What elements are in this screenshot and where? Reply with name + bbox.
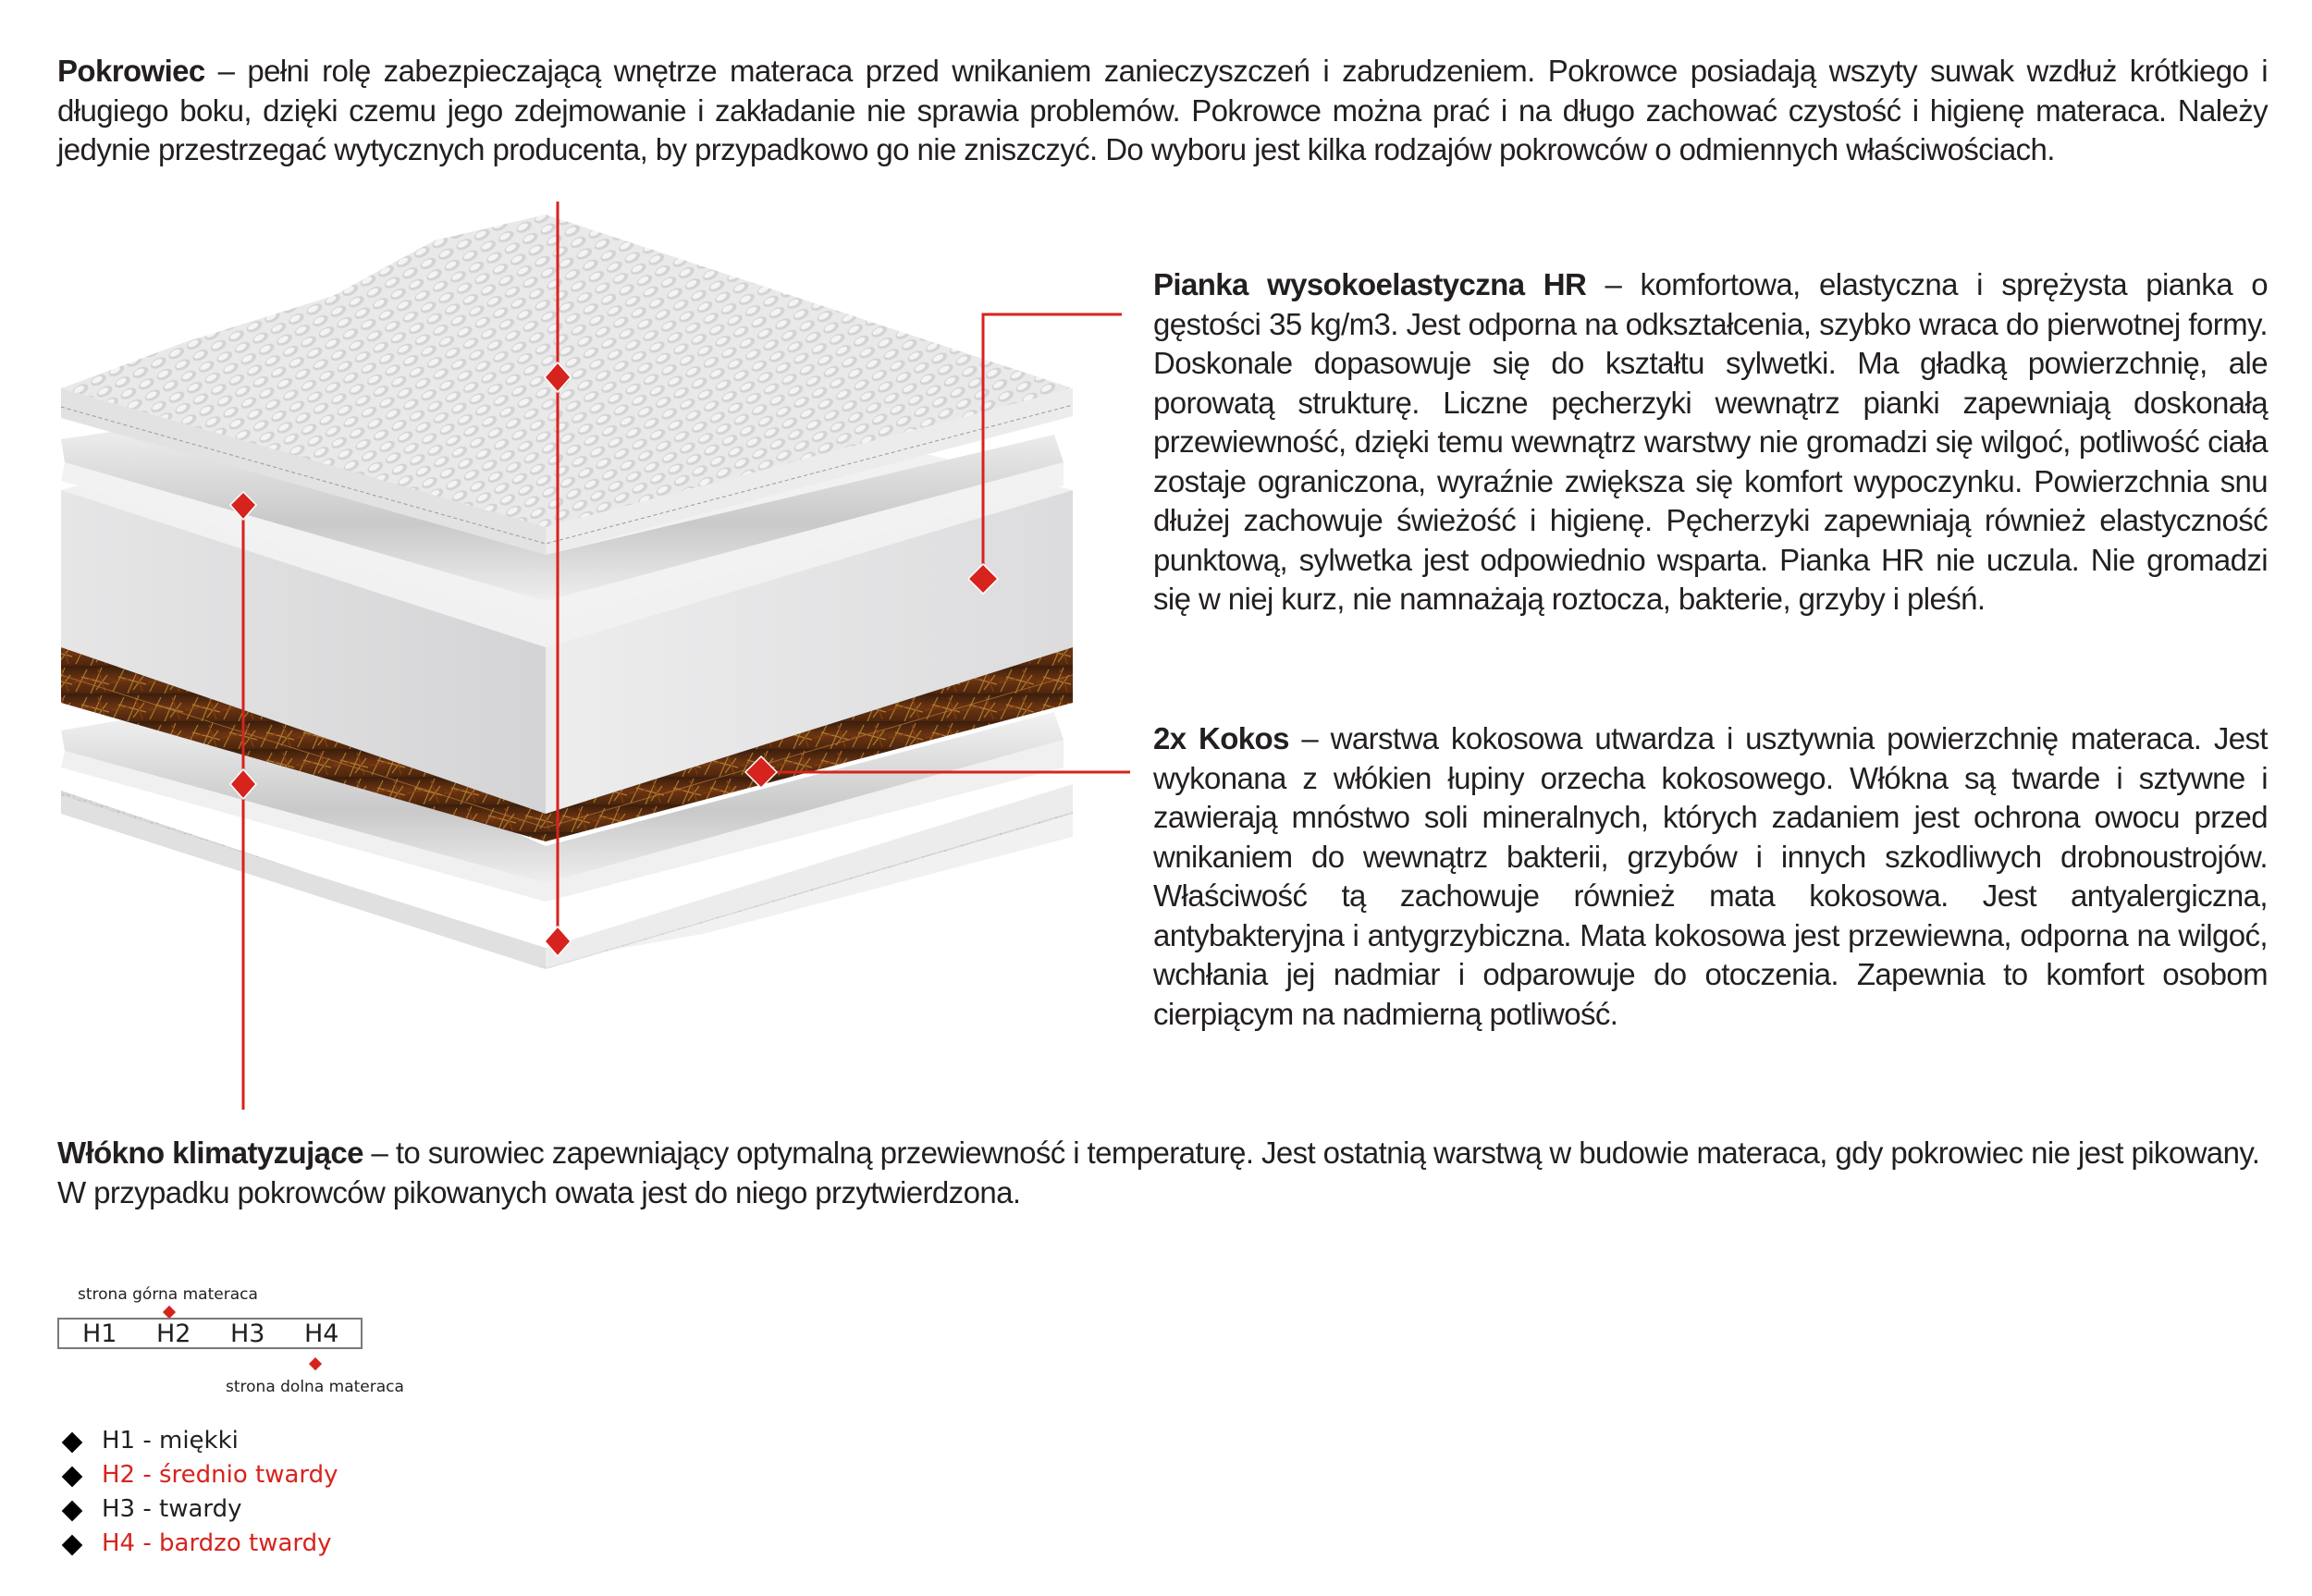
section-pianka bbox=[1153, 265, 2268, 620]
diamond-bullet-icon bbox=[62, 1432, 83, 1454]
legend-item bbox=[57, 1492, 390, 1527]
diamond-bullet-icon bbox=[62, 1501, 83, 1522]
section-pokrowiec bbox=[57, 52, 2268, 170]
legend-item bbox=[57, 1458, 390, 1492]
diamond-bullet-icon bbox=[62, 1535, 83, 1556]
section-title-kokos: 2x Kokos bbox=[1153, 721, 1289, 755]
section-title-pokrowiec: Pokrowiec bbox=[57, 54, 205, 88]
top-side-label: strona górna materaca bbox=[78, 1285, 258, 1304]
bottom-side-label: strona dolna materaca bbox=[226, 1378, 404, 1396]
section-text-pokrowiec: – pełni rolę zabezpieczającą wnętrze materaca przed wnikaniem zanieczyszczeń i zabrudzeniem. Pokrowce posiadają wszyty suwak wzdłuż krótkiego i długiego boku, dzięki czemu jego zdejmowanie i zakładanie nie sprawia problemów. Pokrowce można prać i na długo zachować czystość i higienę materaca. Należy jedynie przestrzegać wytycznych producenta, by przypadkowo go nie zniszczyć. Do wyboru jest kilka rodzajów pokrowców o odmiennych właściwościach. bbox=[57, 54, 2268, 166]
scale-level-h2: H2 bbox=[156, 1320, 191, 1348]
firmness-scale-box bbox=[57, 1318, 363, 1349]
section-wlokno bbox=[57, 1134, 2268, 1212]
legend-item bbox=[57, 1424, 390, 1458]
section-text-wlokno: – to surowiec zapewniający optymalną przewiewność i temperaturę. Jest ostatnią warstwą w budowie materaca, gdy pokrowiec nie jest pikowany. W przypadku pokrowców pikowanych owata jest do niego przytwierdzona. bbox=[57, 1136, 2260, 1209]
legend-item-label: H2 - średnio twardy bbox=[102, 1461, 338, 1489]
scale-level-h3: H3 bbox=[230, 1320, 265, 1348]
section-kokos bbox=[1153, 719, 2268, 1034]
legend-item-label: H4 - bardzo twardy bbox=[102, 1529, 332, 1557]
diamond-bullet-icon bbox=[62, 1467, 83, 1488]
section-title-pianka: Pianka wysokoelastyczna HR bbox=[1153, 267, 1587, 301]
section-text-kokos: – warstwa kokosowa utwardza i usztywnia powierzchnię materaca. Jest wykonana z włókien łupiny orzecha kokosowego. Włókna są twarde i sztywne i zawierają mnóstwo soli mineralnych, których zadaniem jest ochrona owocu przed wnikaniem do wewnątrz bakterii, grzybów i innych szkodliwych drobnoustrojów. Właściwość tą zachowuje również mata kokosowa. Jest antyalergiczna, antybakteryjna i antygrzybiczna. Mata kokosowa jest przewiewna, odporna na wilgoć, wchłania jej nadmiar i odparowuje do otoczenia. Zapewnia to komfort osobom cierpiącym na nadmierną potliwość. bbox=[1153, 721, 2268, 1031]
firmness-legend bbox=[57, 1424, 390, 1561]
legend-item-label: H1 - miękki bbox=[102, 1427, 239, 1455]
legend-item bbox=[57, 1527, 390, 1561]
section-text-pianka: – komfortowa, elastyczna i sprężysta pianka o gęstości 35 kg/m3. Jest odporna na odkształcenia, szybko wraca do pierwotnej formy. Doskonale dopasowuje się do kształtu sylwetki. Ma gładką powierzchnię, ale porowatą strukturę. Liczne pęcherzyki wewnątrz pianki zapewniają doskonałą przewiewność, dzięki temu wewnątrz warstwy nie gromadzi się wilgoć, potliwość ciała zostaje ograniczona, wyraźnie zwiększa się komfort wypoczynku. Powierzchnia snu dłużej zachowuje świeżość i higienę. Pęcherzyki zapewniają również elastyczność punktową, sylwetka jest odpowiednio wsparta. Pianka HR nie uczula. Nie gromadzi się w niej kurz, nie namnażają roztocza, bakterie, grzyby i pleśń. bbox=[1153, 267, 2268, 616]
scale-level-h4: H4 bbox=[304, 1320, 339, 1348]
scale-level-h1: H1 bbox=[82, 1320, 117, 1348]
section-title-wlokno: Włókno klimatyzujące bbox=[57, 1136, 363, 1170]
legend-item-label: H3 - twardy bbox=[102, 1495, 242, 1523]
